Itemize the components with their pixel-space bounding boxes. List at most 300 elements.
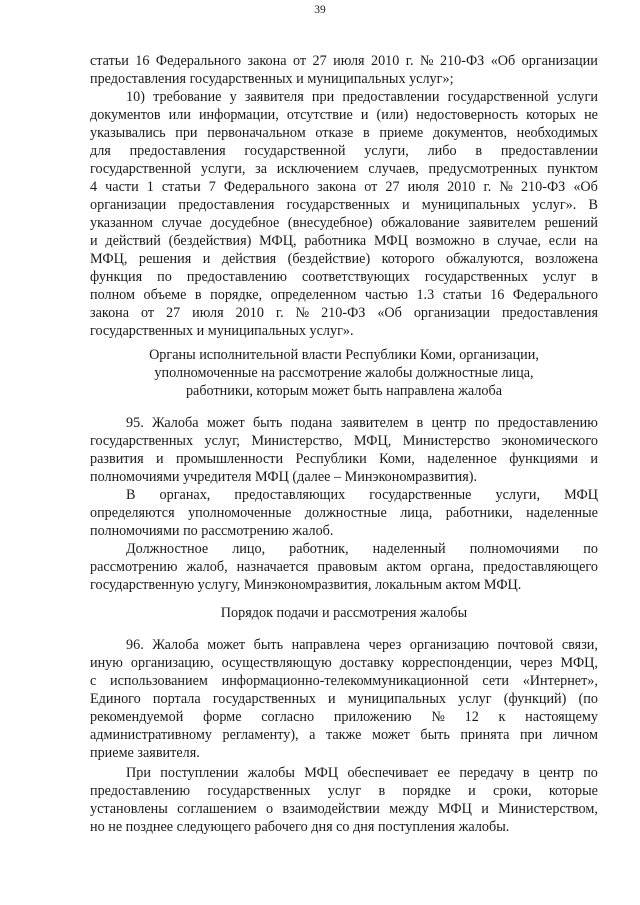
word: государственных (424, 269, 528, 285)
text-line (90, 800, 598, 818)
word: муниципальных (421, 197, 521, 213)
word: 16 (135, 53, 150, 69)
text-line: государственных и муниципальных услуг». (90, 323, 354, 339)
text-line: государственную услугу, Минэкономразвития, локальным актом МФЦ. (90, 577, 522, 593)
word: услуги (556, 89, 598, 105)
text-line: уполномоченные на рассмотрение жалобы должностные лица, (154, 365, 534, 381)
text-line (90, 486, 598, 504)
word: может (372, 727, 410, 743)
word: государственных (90, 433, 194, 449)
text-line: но не позднее следующего рабочего дня со дня поступления жалобы. (90, 819, 510, 835)
text-line (90, 304, 598, 322)
text-line (90, 142, 598, 160)
word: пунктом (547, 161, 598, 177)
word: и (90, 233, 98, 249)
word: частью (364, 287, 408, 303)
word: либо (427, 143, 457, 159)
word: и (401, 197, 410, 213)
word: государственных (207, 783, 311, 799)
word: Министерством, (498, 801, 598, 817)
text-line (90, 540, 598, 558)
word: порядке (402, 783, 451, 799)
word: наделенный (372, 541, 446, 557)
word: действий (105, 233, 161, 249)
word: требование (153, 89, 222, 105)
word: наделенное (427, 451, 497, 467)
text-line (90, 178, 598, 196)
word: сроки, (493, 783, 532, 799)
word: При (126, 765, 151, 781)
word: № (499, 179, 513, 195)
word: доставку (339, 655, 394, 671)
word: функциями (509, 451, 578, 467)
word: регламенту), (222, 727, 299, 743)
word: центр (431, 415, 467, 431)
word: актом (386, 559, 422, 575)
word: обжалуются, (446, 251, 524, 267)
word: назначается (236, 559, 309, 575)
word: или (168, 107, 191, 123)
word: закона (90, 305, 130, 321)
text-line: Порядок подачи и рассмотрения жалобы (220, 605, 468, 621)
word: центр (538, 765, 574, 781)
word: не (584, 107, 598, 123)
word: 10) (126, 89, 145, 105)
word: государственной (244, 143, 346, 159)
word: обжалование (381, 215, 460, 231)
word: корреспонденции, (401, 655, 512, 671)
word: документов (90, 107, 161, 123)
word: с (90, 673, 97, 689)
word: 210-ФЗ (520, 179, 566, 195)
word: действия (221, 251, 277, 267)
word: случаев, (368, 161, 419, 177)
word: 7 (208, 179, 216, 195)
word: и (481, 801, 489, 817)
word: портала (152, 691, 201, 707)
word: в (378, 783, 386, 799)
word: услуги, (364, 143, 409, 159)
text-line (90, 232, 598, 250)
word: случае (161, 215, 202, 231)
word: услуги, (200, 161, 246, 177)
word: 96. (126, 637, 144, 653)
word: 2010 (447, 179, 476, 195)
word: использованием (110, 673, 208, 689)
word: предоставляющего (483, 559, 598, 575)
word: В (588, 197, 598, 213)
word: при (175, 125, 198, 141)
word: правовым (317, 559, 378, 575)
word: и (328, 691, 336, 707)
word: при (311, 89, 335, 105)
word: организацию (409, 637, 489, 653)
word: (бездействие) (287, 251, 371, 267)
word: подана (290, 415, 333, 431)
word: «Об (490, 53, 516, 69)
word: Жалоба (152, 637, 199, 653)
word: организации (521, 53, 598, 69)
text-line: предоставления государственных и муниципальных услуг»; (90, 71, 454, 87)
word: и (468, 783, 476, 799)
word: г. (405, 53, 414, 69)
text-line (90, 764, 598, 782)
word: 210-ФЗ (321, 305, 366, 321)
word: через (519, 655, 553, 671)
word: осуществляющую (221, 655, 332, 671)
word: быть (252, 415, 283, 431)
word: на (584, 233, 598, 249)
word: 2010 (370, 53, 400, 69)
word: может (206, 415, 245, 431)
word: МФЦ, (259, 233, 297, 249)
word: «Об (377, 305, 402, 321)
word: «Об (573, 179, 598, 195)
word: установлены (90, 801, 168, 817)
word: может (207, 637, 246, 653)
word: № (419, 53, 434, 69)
word: государственной (90, 161, 192, 177)
word: которого (381, 251, 435, 267)
text-line: полномочиями учредителя МФЦ (далее – Минэкономразвития). (90, 469, 478, 485)
word: № (295, 305, 310, 321)
word: наделенные (526, 505, 598, 521)
word: по (157, 269, 172, 285)
word: досудебное (210, 215, 280, 231)
word: которых (526, 107, 577, 123)
word: документов, (432, 125, 508, 141)
text-line: приеме заявителя. (90, 745, 200, 761)
word: соглашением (177, 801, 257, 817)
word: жалоб, (186, 559, 228, 575)
word: «Интернет», (522, 673, 598, 689)
word: государственные (369, 487, 472, 503)
text-line (90, 160, 598, 178)
word: 16 (490, 287, 505, 303)
word: связи, (561, 637, 598, 653)
word: соответствующих (301, 269, 410, 285)
word: 12 (464, 709, 479, 725)
text-line (90, 504, 598, 522)
word: Коми, (379, 451, 415, 467)
word: (или) (376, 107, 409, 123)
text-line (90, 214, 598, 232)
word: через (368, 637, 402, 653)
word: уполномоченные (188, 505, 292, 521)
paragraph-item-10 (90, 88, 598, 340)
word: согласно (261, 709, 315, 725)
text-line (90, 268, 598, 286)
word: определенном (270, 287, 357, 303)
word: в (194, 287, 202, 303)
word: функция (90, 269, 143, 285)
word: муниципальных (347, 691, 447, 707)
word: МФЦ (437, 801, 472, 817)
word: в (522, 765, 530, 781)
word: приложению (333, 709, 412, 725)
word: (бездействия) (168, 233, 252, 249)
word: 4 (90, 179, 98, 195)
word: объеме (143, 287, 187, 303)
page-number: 39 (314, 4, 326, 16)
word: заявителем (468, 215, 536, 231)
word: принята (460, 727, 510, 743)
text-line (90, 124, 598, 142)
section-heading-bodies (90, 346, 598, 400)
word: указанном (90, 215, 153, 231)
word: между (389, 801, 429, 817)
word: Должностное (126, 541, 209, 557)
word: предоставлению (497, 415, 598, 431)
word: приеме (379, 125, 424, 141)
word: Федерального (223, 179, 310, 195)
word: МФЦ, (560, 655, 598, 671)
word: исключением (276, 161, 359, 177)
word: за (255, 161, 268, 177)
word: по (583, 541, 598, 557)
word: организации (413, 305, 490, 321)
text-line (90, 286, 598, 304)
text-line (90, 726, 598, 744)
word: МФЦ (373, 233, 408, 249)
word: статьи (90, 53, 129, 69)
word: статьи (161, 179, 201, 195)
word: к (498, 709, 506, 725)
word: жалобы (247, 765, 295, 781)
word: недостоверность (416, 107, 519, 123)
word: предусмотренных (428, 161, 538, 177)
word: (по (578, 691, 598, 707)
word: части (105, 179, 139, 195)
word: возможно (415, 233, 475, 249)
word: от (292, 53, 307, 69)
word: МФЦ, (90, 251, 128, 267)
word: а (309, 727, 316, 743)
word: Министерство (402, 433, 491, 449)
word: передачу (459, 765, 514, 781)
word: государственных (286, 197, 390, 213)
word: информационно-телекоммуникационной (221, 673, 469, 689)
word: работник, (289, 541, 349, 557)
word: июля (407, 179, 440, 195)
word: (функций) (503, 691, 567, 707)
word: о (266, 801, 274, 817)
word: услуг (327, 783, 362, 799)
word: и (202, 251, 211, 267)
word: (внесудебное) (287, 215, 373, 231)
word: 210-ФЗ (439, 53, 485, 69)
text-line (90, 636, 598, 654)
word: г. (275, 305, 284, 321)
word: от (141, 305, 155, 321)
word: личном (552, 727, 598, 743)
word: Жалоба (152, 415, 199, 431)
paragraph-95-organs (90, 486, 598, 540)
text-line (90, 690, 598, 708)
word: закона (317, 179, 357, 195)
word: если (548, 233, 577, 249)
word: 27 (312, 53, 327, 69)
word: в (363, 125, 370, 141)
text-line (90, 432, 598, 450)
word: также (325, 727, 362, 743)
word: государственной (447, 89, 549, 105)
text-line (90, 250, 598, 268)
word: случае, (497, 233, 541, 249)
word: органа, (430, 559, 474, 575)
word: полномочиями (469, 541, 560, 557)
text-line (90, 106, 598, 124)
word: развития (90, 451, 144, 467)
word: работники, (445, 505, 513, 521)
word: полном (90, 287, 135, 303)
word: иную (90, 655, 123, 671)
word: определяются (90, 505, 175, 521)
word: у (229, 89, 237, 105)
word: и (156, 451, 164, 467)
word: 1 (146, 179, 154, 195)
word: Федерального (155, 53, 242, 69)
text-line (90, 654, 598, 672)
paragraph-continuation (90, 52, 598, 88)
word: и (590, 451, 598, 467)
word: июля (192, 305, 224, 321)
word: решений (544, 215, 598, 231)
word: предоставления (178, 197, 275, 213)
word: которые (548, 783, 598, 799)
text-line (90, 782, 598, 800)
word: лицо, (232, 541, 266, 557)
word: возложена (535, 251, 598, 267)
word: в (416, 415, 424, 431)
word: должностные (304, 505, 387, 521)
word: закона (247, 53, 287, 69)
text-line (90, 52, 598, 70)
word: МФЦ, (353, 433, 392, 449)
word: Министерство, (251, 433, 343, 449)
word: форме (203, 709, 242, 725)
word: рассмотрению (90, 559, 178, 575)
word: № (431, 709, 445, 725)
paragraph-96 (90, 636, 598, 762)
word: Единого (90, 691, 141, 707)
word: по (474, 415, 490, 431)
text-line (90, 414, 598, 432)
word: органах, (159, 487, 211, 503)
word: июля (333, 53, 365, 69)
word: 95. (126, 415, 144, 431)
word: рекомендуемой (90, 709, 184, 725)
word: статьи (442, 287, 482, 303)
word: отсутствие (286, 107, 353, 123)
word: по (583, 765, 598, 781)
section-heading-procedure (90, 604, 598, 622)
paragraph-95-official (90, 540, 598, 594)
word: МФЦ (304, 765, 339, 781)
word: направлена (291, 637, 361, 653)
word: В (126, 487, 136, 503)
word: для (90, 143, 111, 159)
word: быть (420, 727, 450, 743)
word: порядке, (210, 287, 263, 303)
word: в (475, 143, 483, 159)
text-line (90, 88, 598, 106)
word: услуг, (204, 433, 240, 449)
word: ее (437, 765, 451, 781)
paragraph-96-receipt (90, 764, 598, 836)
text-line (90, 708, 598, 726)
word: предоставлении (500, 143, 598, 159)
text-line: Органы исполнительной власти Республики Коми, организации, (149, 347, 539, 363)
word: 2010 (235, 305, 264, 321)
word: предоставлению (90, 783, 191, 799)
word: обеспечивает (347, 765, 429, 781)
text-line (90, 672, 598, 690)
word: услуг (458, 691, 492, 707)
word: в (591, 269, 598, 285)
word: Республики (295, 451, 367, 467)
word: в (482, 233, 490, 249)
word: промышленности (176, 451, 284, 467)
word: быть (253, 637, 284, 653)
word: работника (304, 233, 367, 249)
word: информации, (198, 107, 279, 123)
text-line (90, 558, 598, 576)
word: 27 (385, 179, 400, 195)
text-line: работники, которым может быть направлена жалоба (185, 383, 503, 399)
text-line (90, 450, 598, 468)
word: г. (483, 179, 492, 195)
word: предоставлению (186, 269, 287, 285)
word: организации (90, 197, 167, 213)
paragraph-95 (90, 414, 598, 486)
word: поступлении (160, 765, 239, 781)
word: заявителя (244, 89, 304, 105)
word: при (519, 727, 543, 743)
word: услуг (542, 269, 577, 285)
word: указывались (90, 125, 166, 141)
word: отказе (315, 125, 354, 141)
word: решения (138, 251, 192, 267)
word: заявителем (340, 415, 409, 431)
word: от (364, 179, 378, 195)
word: административному (90, 727, 212, 743)
word: 27 (166, 305, 181, 321)
text-line: полномочиями по рассмотрению жалоб. (90, 523, 334, 539)
word: услуг». (532, 197, 577, 213)
word: предоставляющих (234, 487, 346, 503)
text-line (90, 196, 598, 214)
word: и (360, 107, 369, 123)
word: предоставления (129, 143, 226, 159)
word: сети (482, 673, 509, 689)
word: МФЦ (564, 487, 598, 503)
word: экономического (501, 433, 598, 449)
word: Федерального (512, 287, 598, 303)
word: предоставления (501, 305, 598, 321)
word: взаимодействии (282, 801, 380, 817)
word: лица, (400, 505, 433, 521)
word: услуги, (495, 487, 541, 503)
word: настоящему (525, 709, 598, 725)
word: первоначальном (207, 125, 306, 141)
word: почтовой (497, 637, 554, 653)
word: предоставлении (342, 89, 440, 105)
word: организацию, (130, 655, 214, 671)
word: необходимых (516, 125, 598, 141)
word: государственных (212, 691, 316, 707)
word: 1.3 (416, 287, 435, 303)
